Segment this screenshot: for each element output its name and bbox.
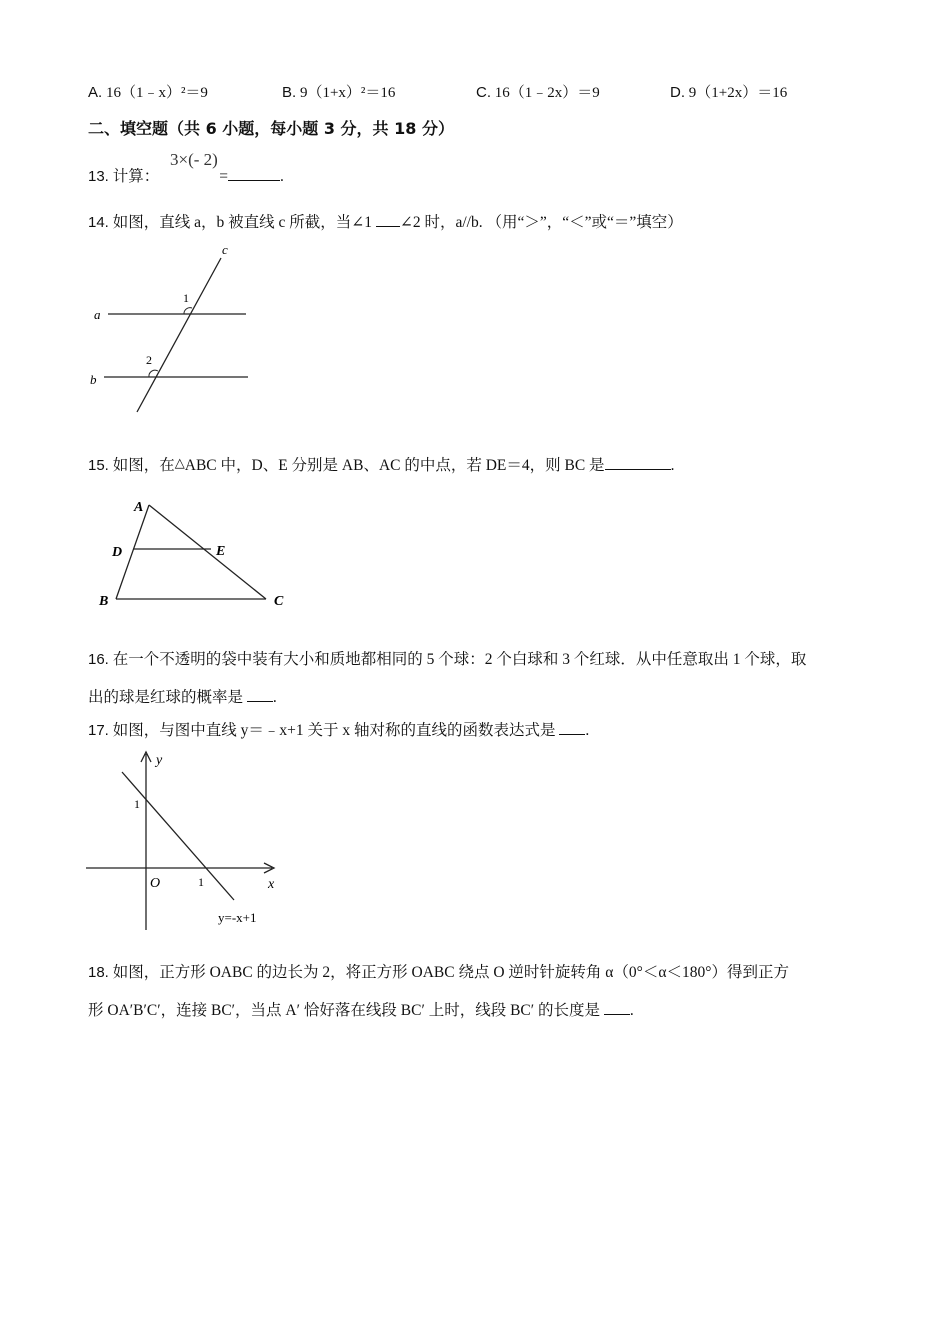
label-angle2: 2 (146, 353, 152, 367)
option-a: A. 16（1﹣x）²＝9 (88, 84, 208, 101)
label-c: c (222, 242, 228, 257)
label-a: a (94, 307, 101, 322)
q17: 17. 如图，与图中直线 y＝﹣x+1 关于 x 轴对称的直线的函数表达式是 . (88, 722, 590, 739)
q16-line2: 出的球是红球的概率是 . (88, 689, 277, 706)
q18-line1: 18. 如图，正方形 OABC 的边长为 2，将正方形 OABC 绕点 O 逆时针旋转角 α（0°＜α＜180°）得到正方 (88, 964, 789, 981)
label-y: y (156, 753, 163, 768)
q18-line2: 形 OA′B′C′，连接 BC′，当点 A′ 恰好落在线段 BC′ 上时，线段 BC′ 的长度是 . (88, 1002, 634, 1019)
label-E: E (216, 544, 226, 559)
option-c: C. 16（1﹣2x）＝9 (476, 84, 600, 101)
label-y-intercept: 1 (134, 797, 140, 811)
q14: 14. 如图，直线 a，b 被直线 c 所截，当∠1 ∠2 时，a//b. （用“＞”，“＜”或“＝”填空） (88, 214, 683, 231)
label-equation: y=-x+1 (218, 910, 257, 925)
option-b: B. 9（1+x）²＝16 (282, 84, 396, 101)
label-x-intercept: 1 (198, 875, 204, 889)
label-A: A (134, 500, 144, 515)
side-ac (149, 505, 266, 599)
q14-figure (88, 240, 258, 420)
option-d: D. 9（1+2x）＝16 (670, 84, 788, 101)
label-D: D (112, 545, 123, 560)
q15: 15. 如图，在△ABC 中，D、E 分别是 AB、AC 的中点，若 DE＝4，则 BC 是 . (88, 455, 675, 474)
label-C: C (274, 594, 284, 609)
label-origin: O (150, 876, 161, 891)
section-heading: 二、填空题（共 6 小题，每小题 3 分，共 18 分） (88, 119, 454, 138)
label-b: b (90, 372, 97, 387)
q17-figure (84, 748, 284, 934)
label-angle1: 1 (183, 291, 189, 305)
q13-expression: 3×(- 2) (170, 150, 218, 169)
q15-figure (88, 493, 298, 613)
label-x: x (268, 877, 275, 892)
q16-line1: 16. 在一个不透明的袋中装有大小和质地都相同的 5 个球：2 个白球和 3 个红球．从中任意取出 1 个球，取 (88, 651, 807, 668)
label-B: B (99, 594, 109, 609)
line-c (137, 258, 221, 412)
graph-line (122, 772, 234, 900)
q13: 13. 计算： = . (88, 168, 284, 185)
